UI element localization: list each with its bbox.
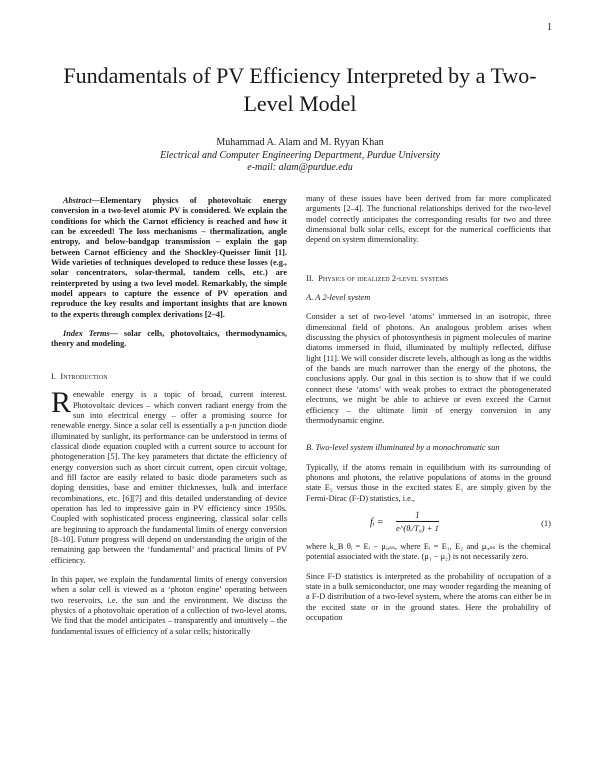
affiliation: Electrical and Computer Engineering Department, Purdue University [160,149,440,161]
intro-paragraph-1: Renewable energy is a topic of broad, current interest. Photovoltaic devices – which convert radiant energy from the sun into electrical energy – offer a promising source for renewable energy. Since a solar cell is essentially a p-n junction diode illuminated by sunlight, its performance can be understood in terms of classical diode equation coupled with a current source to account for photogeneration [5]. The key parameters that dictate the efficiency of energy conversion such as short circuit current, open circuit voltage, and fill factor are easily related to basic diode parameters such as doping densities, base and emitter thicknesses, bulk and interface recombinations, etc. [6][7] and this detailed understanding of device operation has led to impressive gain in PV efficiency since 1950s. Coupled with sophisticated process engineering, classical solar cells are beginning to approach the fundamental limits of energy conversion [8–10]. Future progress will depend on understanding the origin of the remaining gap between the ‘fundamental’ and practical limits of PV efficiency. [51,386,287,565]
email: e-mail: alam@purdue.edu [247,162,353,173]
author-names: Muhammad A. Alam and M. Ryyan Khan [216,137,384,148]
equation-denominator: e^(θᵢ/T₀) + 1 [396,522,439,533]
author-block [40,137,560,175]
page-number: 1 [547,22,552,33]
subsection-heading-a: A. A 2-level system [306,292,371,303]
paper-title: Fundamentals of PV Efficiency Interpreted by a Two-Level Model [63,63,537,116]
index-terms-text: — solar cells, photovoltaics, thermodynamics, theory and modeling. [51,329,288,349]
abstract-label: Abstract [63,196,92,205]
equation-lhs: fᵢ = [370,516,384,528]
paragraph-monochromatic: Typically, if the atoms remain in equilibrium with its surrounding of phonons and photons, the relative populations of atoms in the ground state E₂ versus those in the excited states E₁ are simply given by the Fermi-Dirac (F-D) statistics, i.e., [306,462,551,503]
paragraph-where: where k_B θᵢ = Eᵢ − μᵢ,ₛₛ, where Eᵢ = E₁, E₂ and μᵢ,ₛₛ is the chemical potential associated with the state. (μ₁ − μ₂) is not necessarily zero. [306,541,551,562]
abstract-text: —Elementary physics of photovoltaic energy conversion in a two-level atomic PV is considered. We explain the conditions for which the Carnot efficiency is reached and how it can be exceeded! The loss mechanisms – thermalization, angle entropy, and below-bandgap transmission – explain the gap between Carnot efficiency and the Shockley-Queisser limit [1]. Wide varieties of techniques developed to reduce these losses (e.g., solar concentrators, solar-thermal, tandem cells, etc.) are reinterpreted by using a two level model. Remarkably, the simple model appears to capture the essence of PV operation and reproduce the key results and important insights that are known to the experts through complex derivations [2–4]. [51,196,287,319]
abstract [51,196,287,320]
equation-fraction [396,510,439,534]
paragraph-fd-statistics: Since F-D statistics is interpreted as the probability of occupation of a state in a bulk semiconductor, one may wonder regarding the meaning of a F-D distribution of a two-level system, where the atoms can either be in the excited state or in the ground states. Here the probability of occupation [306,571,551,622]
paragraph-2level-system: Consider a set of two-level ‘atoms’ immersed in an isotropic, three dimensional field of photons. An analogous problem arises when discussing the physics of photosynthesis in pigment molecules of marine diatoms immersed in fluid, illuminated by multiply reflected, diffuse light [11]. We will consider discrete levels, although as long as the widths of the bands are much narrower than the energy of the photons, the conclusions apply. Our goal in this section is to show that if we could connect these ‘atoms’ with weak probes to extract the photogenerated electrons, we might be able to achieve or even exceed the Carnot efficiency – the ultimate limit of energy conversion in any thermodynamic engine. [306,312,551,425]
equation-number: (1) [541,517,551,528]
left-column [51,196,287,637]
right-column [306,194,551,623]
intro-paragraph-2: In this paper, we explain the fundamental limits of energy conversion when a solar cell is viewed as a ‘photon engine’ operating between two reservoirs, i.e. the sun and the environment. We discuss the physics of a photovoltaic operation of a collection of two-level atoms. We find that the model anticipates – transparently and intuitively – the fundamental issues of efficiency of a solar cells; historically [51,575,287,636]
section-heading-introduction: I. Introduction [51,371,108,381]
subsection-heading-b: B. Two-level system illuminated by a monochromatic sun [306,442,500,453]
section-heading-physics: II. Physics of idealized 2-level systems [306,273,449,283]
equation-numerator: 1 [396,510,439,522]
index-terms [51,329,287,350]
drop-cap: R [51,386,72,420]
intro-continuation: many of these issues have been derived from far more complicated arguments [2–4]. The functional relationships derived for the two-level model correctly anticipates the corresponding results for two and three dimensional bulk solar cells, except for the numerical coefficients that depend on system dimensionality. [306,194,551,245]
equation-1 [306,510,551,536]
index-terms-label: Index Terms [63,329,110,339]
